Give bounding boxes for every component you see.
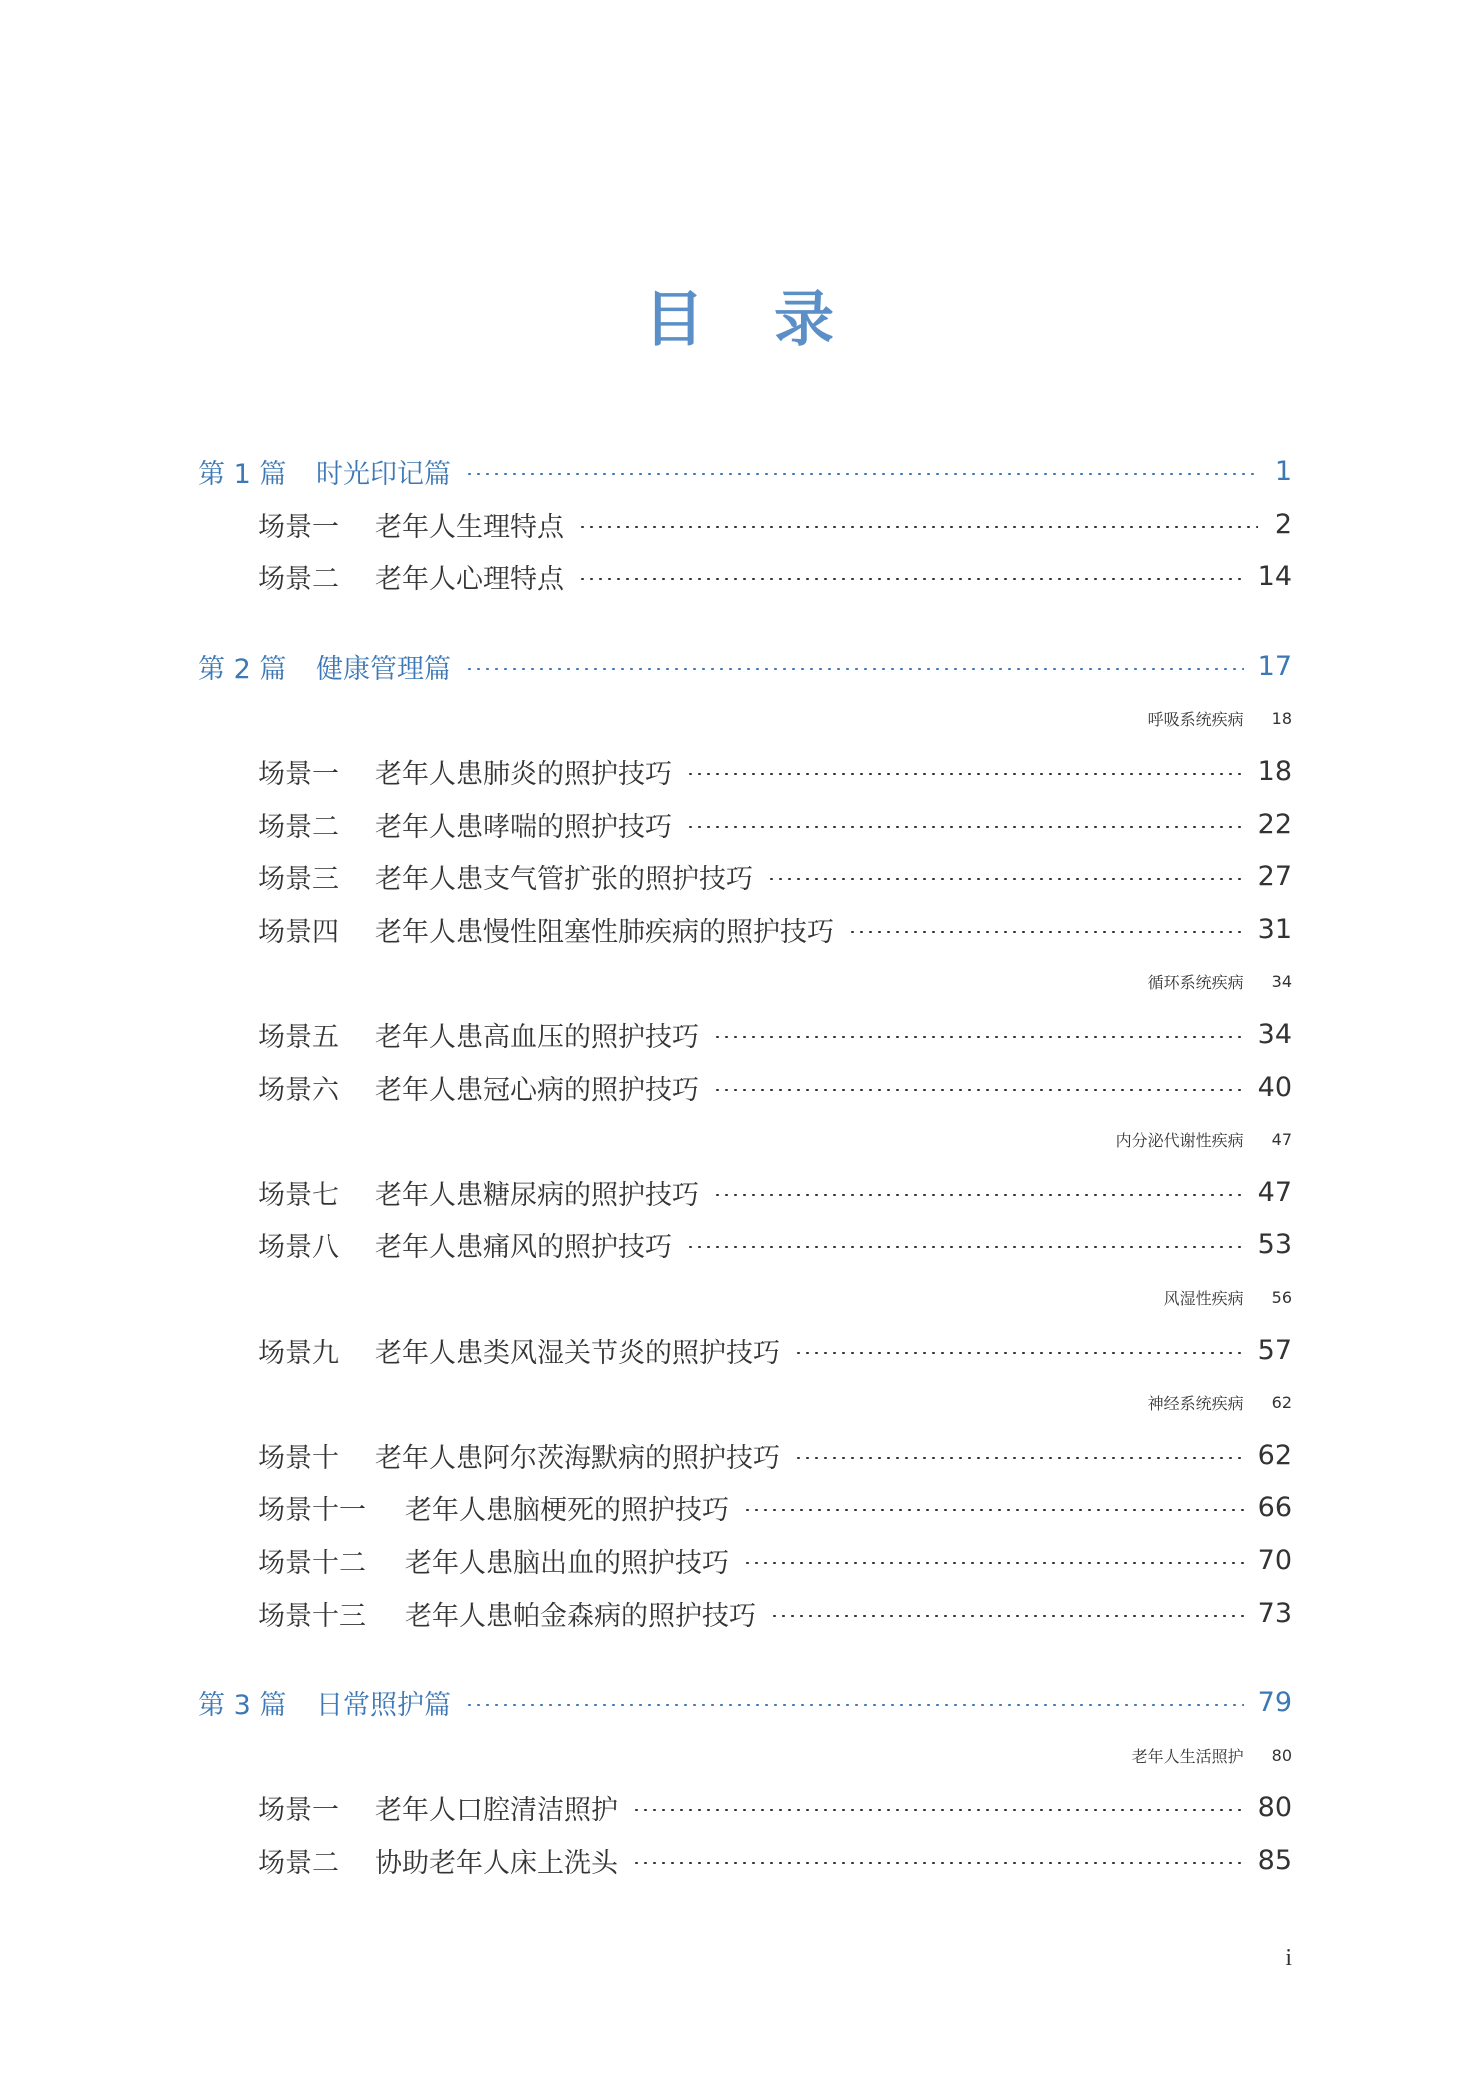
toc-entry-label [198, 647, 451, 686]
toc-page-number: 2 [1274, 508, 1292, 540]
dot-leader [686, 826, 1244, 828]
toc-entry-scene[interactable] [258, 1224, 1292, 1264]
dot-leader [465, 473, 1258, 475]
scene-title: 老年人患冠心病的照护技巧 [375, 1074, 699, 1106]
toc-page-number: 53 [1257, 1228, 1292, 1260]
toc-page-number: 17 [1257, 650, 1292, 682]
toc-entry-category[interactable] [1148, 961, 1292, 1001]
scene-number: 场景六 [258, 1074, 339, 1106]
toc-page-number: 79 [1257, 1686, 1292, 1718]
toc-entry-scene[interactable] [258, 1787, 1292, 1827]
part-title: 健康管理篇 [316, 653, 451, 685]
part-number: 第 3 篇 [198, 1689, 287, 1721]
toc-entry-scene[interactable] [258, 1014, 1292, 1054]
toc-page-number: 22 [1257, 808, 1292, 840]
dot-leader [794, 1352, 1244, 1354]
scene-title: 老年人心理特点 [375, 563, 564, 595]
toc-page-number: 27 [1257, 860, 1292, 892]
toc-entry-label [258, 1068, 699, 1107]
part-title: 时光印记篇 [316, 458, 451, 490]
scene-title: 老年人患帕金森病的照护技巧 [405, 1600, 756, 1632]
dot-leader [578, 526, 1258, 528]
toc-entry-part[interactable] [198, 451, 1292, 491]
scene-number: 场景二 [258, 563, 339, 595]
dot-leader [713, 1036, 1244, 1038]
scene-number: 场景八 [258, 1231, 339, 1263]
toc-entry-label [1164, 1286, 1244, 1309]
toc-entry-label [198, 1683, 451, 1722]
dot-leader [767, 878, 1244, 880]
toc-page-number: 62 [1257, 1439, 1292, 1471]
toc-entry-label [258, 1436, 780, 1475]
toc-entry-label [258, 1788, 618, 1827]
toc-entry-scene[interactable] [258, 751, 1292, 791]
toc-entry-scene[interactable] [258, 804, 1292, 844]
scene-number: 场景十三 [258, 1600, 366, 1632]
toc-entry-label [1148, 707, 1244, 730]
category-title: 循环系统疾病 [1147, 972, 1244, 992]
toc-entry-label [258, 1488, 729, 1527]
scene-number: 场景五 [258, 1021, 339, 1053]
dot-leader [743, 1509, 1244, 1511]
toc-entry-label [258, 857, 753, 896]
toc-page-number: 47 [1257, 1176, 1292, 1208]
scene-title: 老年人患肺炎的照护技巧 [375, 758, 672, 790]
toc-entry-label [258, 805, 672, 844]
toc-page-number: 62 [1271, 1392, 1292, 1412]
dot-leader [465, 1704, 1244, 1706]
scene-title: 老年人患慢性阻塞性肺疾病的照护技巧 [375, 916, 834, 948]
scene-number: 场景二 [258, 1847, 339, 1879]
toc-entry-scene[interactable] [258, 856, 1292, 896]
toc-entry-label [258, 557, 564, 596]
toc-entry-label [1132, 1744, 1244, 1767]
toc-entry-scene[interactable] [258, 1540, 1292, 1580]
toc-entry-label [1148, 970, 1244, 993]
toc-page-number: 66 [1257, 1491, 1292, 1523]
toc-entry-scene[interactable] [258, 1840, 1292, 1880]
toc-entry-scene[interactable] [258, 1330, 1292, 1370]
dot-leader [686, 1246, 1244, 1248]
toc-page-number: 73 [1257, 1597, 1292, 1629]
category-title: 风湿性疾病 [1163, 1288, 1244, 1308]
toc-page-number: 18 [1257, 755, 1292, 787]
dot-leader [848, 931, 1244, 933]
scene-number: 场景十一 [258, 1494, 366, 1526]
scene-title: 老年人患高血压的照护技巧 [375, 1021, 699, 1053]
toc-page-number: 47 [1271, 1129, 1292, 1149]
scene-title: 老年人患阿尔茨海默病的照护技巧 [375, 1442, 780, 1474]
toc-entry-label [258, 1594, 756, 1633]
scene-title: 老年人患脑梗死的照护技巧 [405, 1494, 729, 1526]
category-title: 老年人生活照护 [1131, 1746, 1244, 1766]
toc-entry-scene[interactable] [258, 504, 1292, 544]
scene-title: 老年人患脑出血的照护技巧 [405, 1547, 729, 1579]
scene-number: 场景一 [258, 1794, 339, 1826]
toc-entry-scene[interactable] [258, 556, 1292, 596]
dot-leader [713, 1089, 1244, 1091]
part-title: 日常照护篇 [316, 1689, 451, 1721]
category-title: 呼吸系统疾病 [1147, 709, 1244, 729]
toc-page-number: 14 [1257, 560, 1292, 592]
scene-number: 场景二 [258, 811, 339, 843]
toc-entry-scene[interactable] [258, 1172, 1292, 1212]
dot-leader [743, 1562, 1244, 1564]
scene-title: 协助老年人床上洗头 [375, 1847, 618, 1879]
toc-entry-part[interactable] [198, 646, 1292, 686]
scene-title: 老年人生理特点 [375, 511, 564, 543]
scene-title: 老年人患糖尿病的照护技巧 [375, 1179, 699, 1211]
scene-number: 场景四 [258, 916, 339, 948]
toc-page-number: 80 [1257, 1791, 1292, 1823]
toc-entry-category[interactable] [1164, 1277, 1292, 1317]
page-number: i [1285, 1945, 1292, 1971]
toc-entry-scene[interactable] [258, 1593, 1292, 1633]
scene-number: 场景一 [258, 511, 339, 543]
toc-page-number: 56 [1271, 1287, 1292, 1307]
dot-leader [770, 1615, 1244, 1617]
toc-entry-label [258, 1173, 699, 1212]
toc-page-number: 57 [1257, 1334, 1292, 1366]
part-number: 第 1 篇 [198, 458, 287, 490]
scene-title: 老年人口腔清洁照护 [375, 1794, 618, 1826]
toc-entry-category[interactable] [1148, 1382, 1292, 1422]
scene-number: 场景十 [258, 1442, 339, 1474]
toc-entry-scene[interactable] [258, 1487, 1292, 1527]
scene-title: 老年人患支气管扩张的照护技巧 [375, 863, 753, 895]
toc-page-number: 1 [1274, 455, 1292, 487]
toc-entry-label [198, 452, 451, 491]
toc-entry-label [258, 1331, 780, 1370]
toc-page-number: 80 [1271, 1745, 1292, 1765]
toc-entry-part[interactable] [198, 1682, 1292, 1722]
toc-entry-label [258, 1841, 618, 1880]
scene-title: 老年人患痛风的照护技巧 [375, 1231, 672, 1263]
toc-entry-category[interactable] [1116, 1119, 1292, 1159]
scene-number: 场景七 [258, 1179, 339, 1211]
toc-entry-label [1148, 1391, 1244, 1414]
toc-page-number: 70 [1257, 1544, 1292, 1576]
toc-page-number: 34 [1271, 971, 1292, 991]
dot-leader [686, 773, 1244, 775]
toc-page-number: 34 [1257, 1018, 1292, 1050]
dot-leader [578, 578, 1244, 580]
dot-leader [465, 668, 1244, 670]
toc-entry-label [258, 1225, 672, 1264]
scene-number: 场景三 [258, 863, 339, 895]
scene-title: 老年人患哮喘的照护技巧 [375, 811, 672, 843]
toc-entry-category[interactable] [1132, 1735, 1292, 1775]
category-title: 神经系统疾病 [1147, 1393, 1244, 1413]
part-number: 第 2 篇 [198, 653, 287, 685]
toc-entry-category[interactable] [1148, 698, 1292, 738]
toc-page-number: 85 [1257, 1844, 1292, 1876]
toc-page-number: 31 [1257, 913, 1292, 945]
toc-entry-scene[interactable] [258, 1067, 1292, 1107]
dot-leader [632, 1809, 1244, 1811]
toc-entry-label [258, 752, 672, 791]
toc-entry-label [258, 1541, 729, 1580]
scene-number: 场景一 [258, 758, 339, 790]
toc-entry-scene[interactable] [258, 1435, 1292, 1475]
toc-page-number: 18 [1271, 708, 1292, 728]
toc-entry-label [1116, 1128, 1244, 1151]
dot-leader [794, 1457, 1244, 1459]
scene-number: 场景十二 [258, 1547, 366, 1579]
toc-entry-label [258, 505, 564, 544]
toc-entry-label [258, 910, 834, 949]
dot-leader [632, 1862, 1244, 1864]
toc-entry-label [258, 1015, 699, 1054]
toc-entry-scene[interactable] [258, 909, 1292, 949]
toc-page-number: 40 [1257, 1071, 1292, 1103]
scene-title: 老年人患类风湿关节炎的照护技巧 [375, 1337, 780, 1369]
dot-leader [713, 1194, 1244, 1196]
scene-number: 场景九 [258, 1337, 339, 1369]
page-title: 目录 [644, 285, 904, 355]
category-title: 内分泌代谢性疾病 [1115, 1130, 1244, 1150]
